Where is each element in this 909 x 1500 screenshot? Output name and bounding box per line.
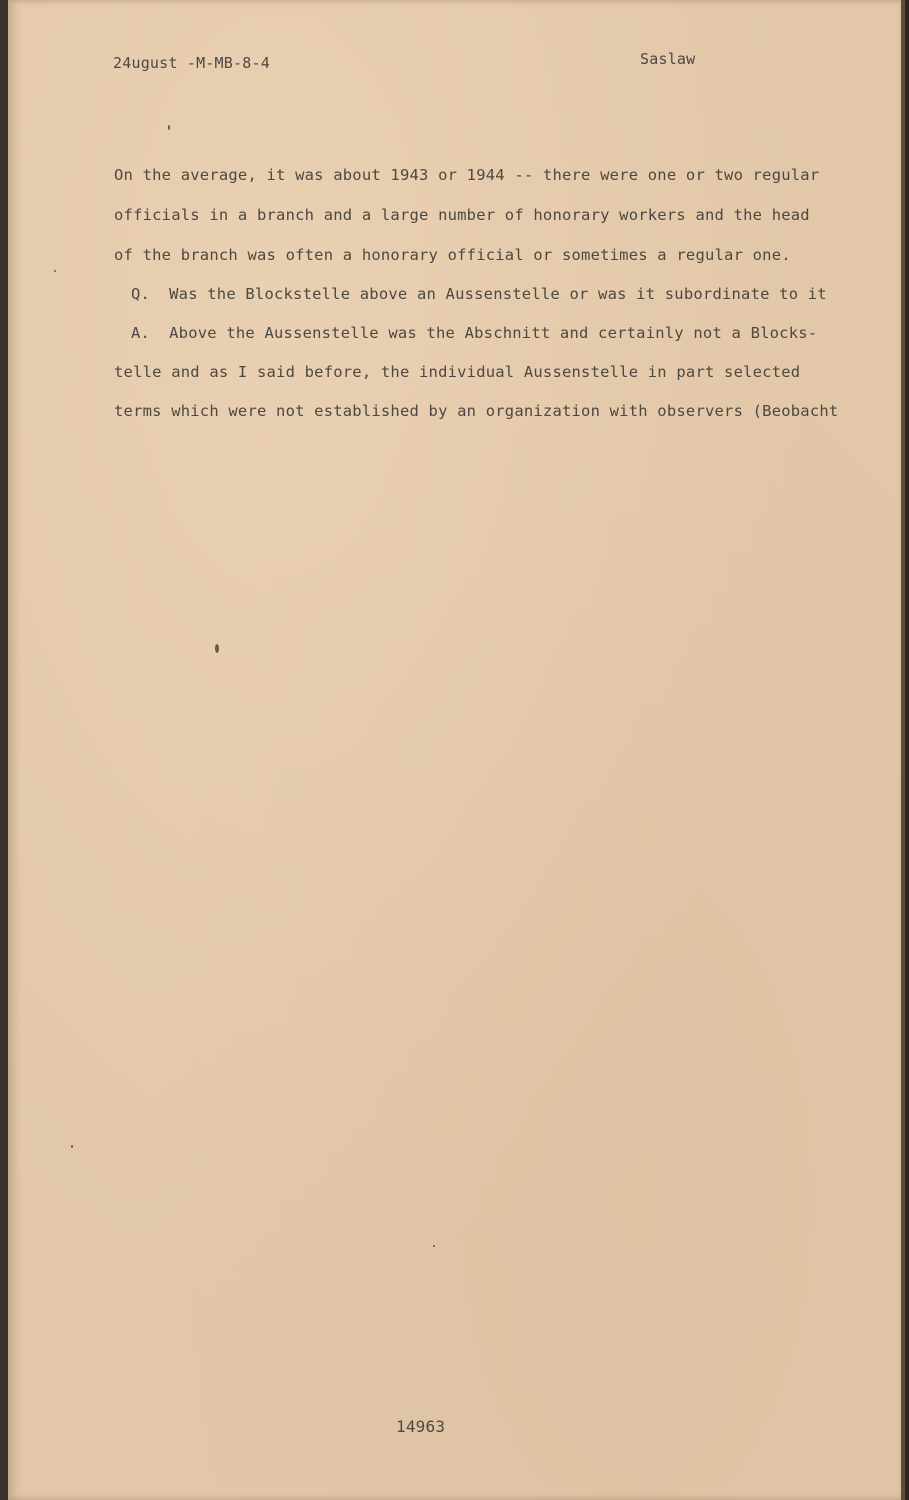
- body-line: terms which were not established by an organization with observers (Beobacht: [114, 402, 839, 420]
- document-page: [8, 0, 905, 1500]
- paper-blemish: [433, 1245, 435, 1247]
- page-edge-right: [901, 0, 905, 1500]
- paper-blemish: [71, 1145, 73, 1148]
- witness-name: Saslaw: [640, 50, 696, 68]
- page-shadow-left: [0, 0, 8, 1500]
- paper-blemish: [168, 125, 170, 130]
- body-line: officials in a branch and a large number of honorary workers and the head: [114, 206, 810, 224]
- paper-blemish: [54, 270, 56, 272]
- page-number: 14963: [396, 1417, 446, 1436]
- body-line: On the average, it was about 1943 or 1944 -- there were one or two regular: [114, 166, 820, 184]
- paper-blemish: [215, 644, 219, 653]
- document-reference: 24ugust -M-MB-8-4: [113, 54, 270, 72]
- body-line: telle and as I said before, the individual Aussenstelle in part selected: [114, 363, 801, 381]
- question-line: Q. Was the Blockstelle above an Aussenstelle or was it subordinate to it: [131, 285, 827, 303]
- answer-line: A. Above the Aussenstelle was the Abschnitt and certainly not a Blocks-: [131, 324, 818, 342]
- body-line: of the branch was often a honorary official or sometimes a regular one.: [114, 246, 791, 264]
